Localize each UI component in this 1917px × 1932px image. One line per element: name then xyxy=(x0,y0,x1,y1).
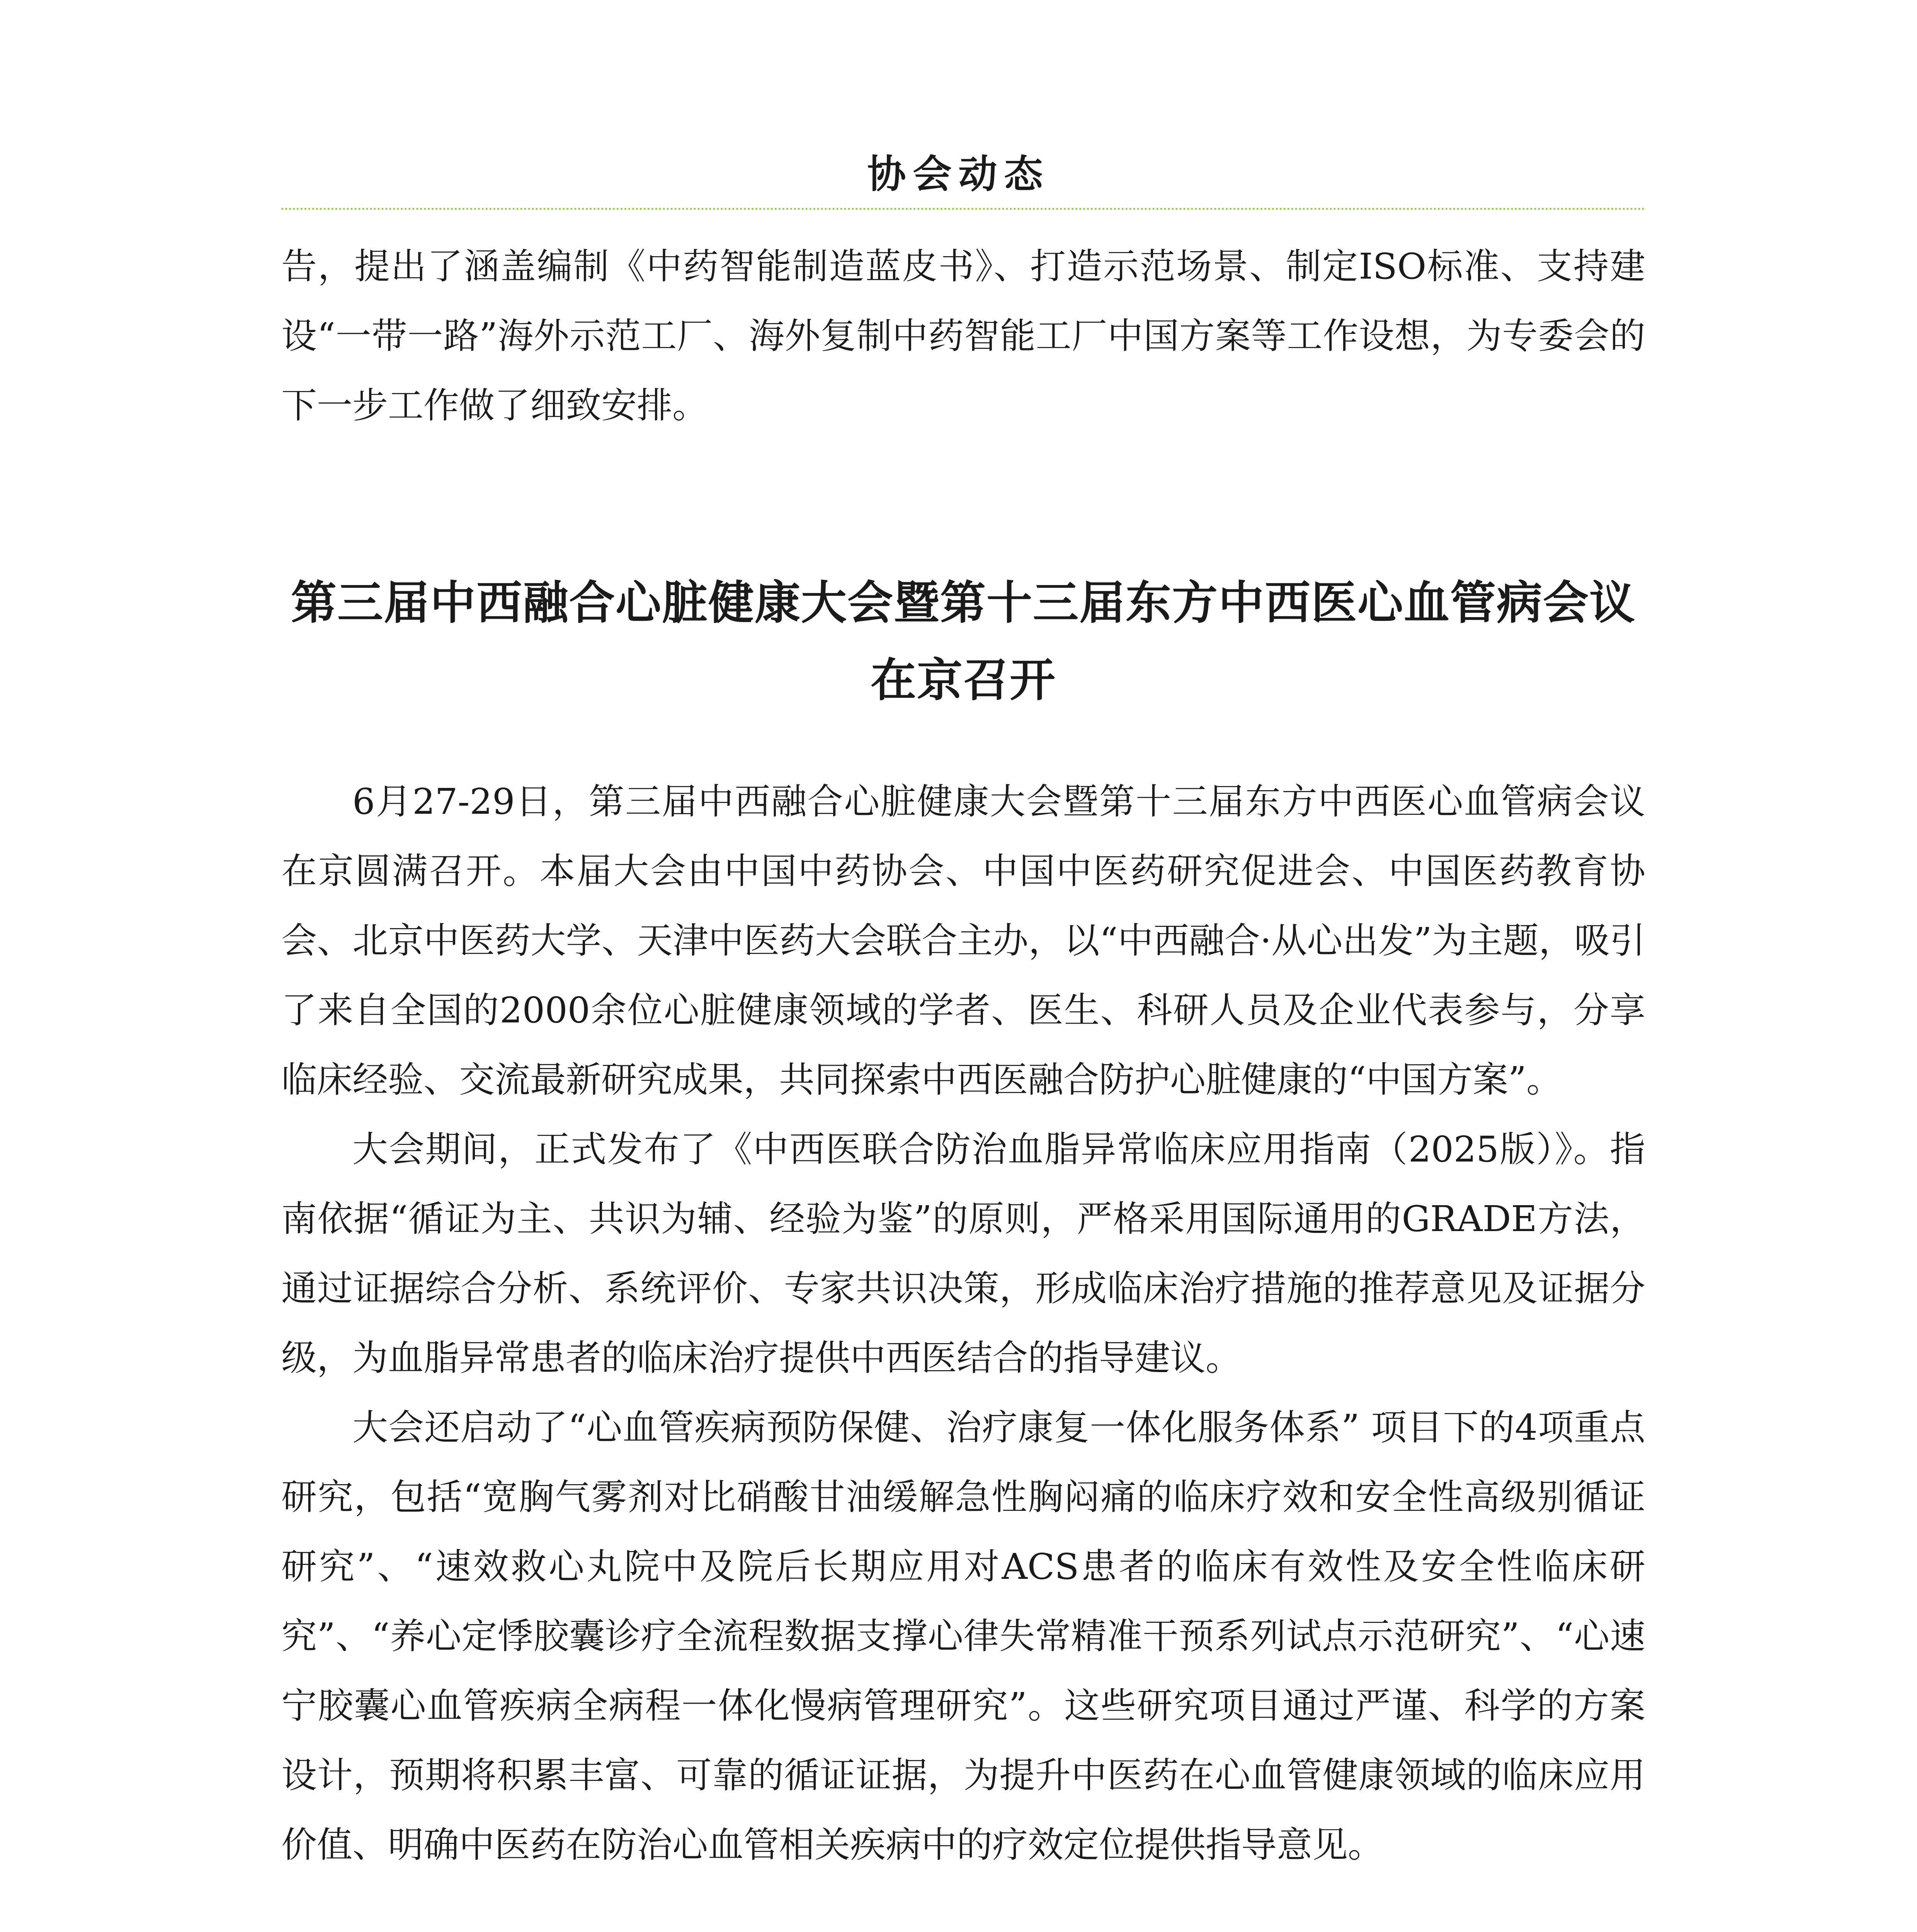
section-title: 协会动态 xyxy=(867,151,1050,197)
header-divider xyxy=(281,208,1645,210)
page-content xyxy=(281,232,1645,1880)
continued-paragraph: 告，提出了涵盖编制《中药智能制造蓝皮书》、打造示范场景、制定ISO标准、支持建设“一带一路”海外示范工厂、海外复制中药智能工厂中国方案等工作设想，为专委会的下一步工作做了细致安排。 xyxy=(281,246,1645,426)
article-paragraph-1: 6月27-29日，第三届中西融合心脏健康大会暨第十三届东方中西医心血管病会议在京圆满召开。本届大会由中国中药协会、中国中医药研究促进会、中国医药教育协会、北京中医药大学、天津中医药大会联合主办，以“中西融合·从心出发”为主题，吸引了来自全国的2000余位心脏健康领域的学者、医生、科研人员及企业代表参与，分享临床经验、交流最新研究成果，共同探索中西医融合防护心脏健康的“中国方案”。 xyxy=(281,781,1645,1100)
article-paragraph-3: 大会还启动了“心血管疾病预防保健、治疗康复一体化服务体系” 项目下的4项重点研究，包括“宽胸气雾剂对比硝酸甘油缓解急性胸闷痛的临床疗效和安全性高级别循证研究”、“速效救心丸院中及院后长期应用对ACS患者的临床有效性及安全性临床研究”、“养心定悸胶囊诊疗全流程数据支撑心律失常精准干预系列试点示范研究”、“心速宁胶囊心血管疾病全病程一体化慢病管理研究”。这些研究项目通过严谨、科学的方案设计，预期将积累丰富、可靠的循证证据，为提升中医药在心血管健康领域的临床应用价值、明确中医药在防治心血管相关疾病中的疗效定位提供指导意见。 xyxy=(281,1407,1645,1866)
article-title: 第三届中西融合心脏健康大会暨第十三届东方中西医心血管病会议在京召开 xyxy=(291,576,1636,707)
article-paragraph-2: 大会期间，正式发布了《中西医联合防治血脂异常临床应用指南（2025版）》。指南依据“循证为主、共识为辅、经验为鉴”的原则，严格采用国际通用的GRADE方法，通过证据综合分析、系统评价、专家共识决策，形成临床治疗措施的推荐意见及证据分级，为血脂异常患者的临床治疗提供中西医结合的指导建议。 xyxy=(281,1129,1645,1379)
